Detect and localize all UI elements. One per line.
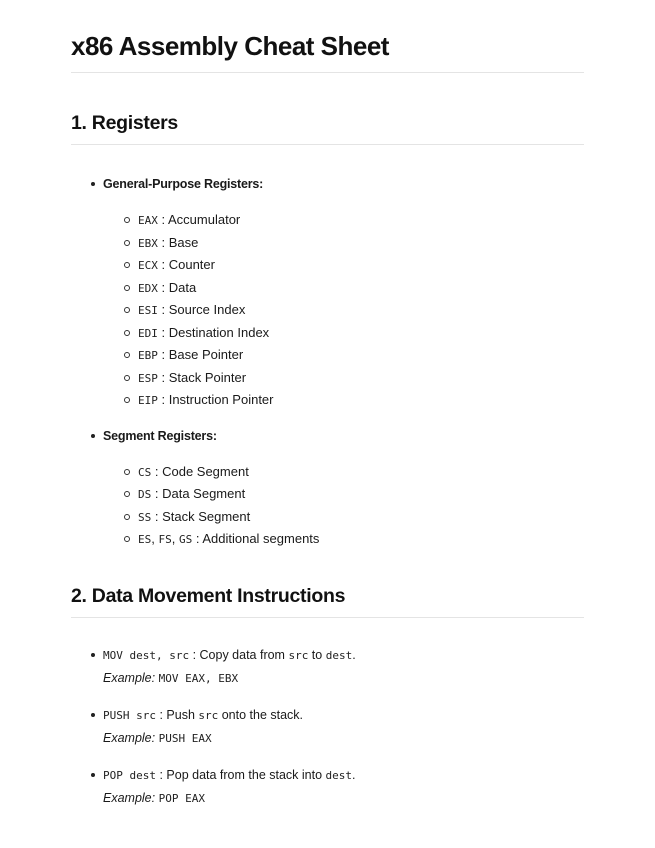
register-description: Data (168, 279, 197, 295)
segment-item: ES, FS, GS : Additional segments (138, 528, 584, 551)
section-heading-registers: 1. Registers (71, 112, 178, 134)
register-description: Counter (168, 257, 215, 272)
section-divider (71, 617, 584, 618)
separator: , (171, 531, 179, 546)
register-code: SS (138, 510, 152, 524)
instruction-description: . (352, 647, 356, 662)
register-code: EAX (138, 214, 158, 227)
register-item: EDI : Destination Index (138, 322, 584, 345)
register-code: ECX (138, 259, 158, 272)
register-description: Source Index (168, 302, 246, 317)
register-description: Accumulator (168, 212, 241, 227)
example-label: Example: (103, 730, 156, 745)
register-code: CS (138, 465, 152, 479)
example-code: PUSH EAX (158, 731, 212, 745)
register-code: ESI (138, 304, 158, 317)
register-code: ESP (138, 371, 158, 385)
register-code: GS (178, 533, 193, 546)
segment-item: CS : Code Segment (138, 461, 584, 484)
instruction-syntax: MOV dest, src (103, 648, 190, 662)
register-code: EDX (138, 281, 158, 295)
instruction-list (71, 646, 584, 808)
example-line (103, 729, 584, 748)
segment-item: DS : Data Segment (138, 483, 584, 506)
segment-label: Segment Registers: (103, 428, 217, 443)
registers-list (71, 175, 584, 551)
instruction-description: Pop data from the stack into (166, 767, 326, 782)
register-description: Code Segment (162, 463, 249, 479)
register-item: EIP : Instruction Pointer (138, 389, 584, 412)
register-code: EDI (138, 326, 158, 340)
register-description: Base Pointer (168, 347, 244, 362)
register-description: Additional segments (202, 531, 320, 546)
register-code: EIP (138, 394, 158, 407)
register-description: Data Segment (162, 486, 246, 501)
operand-code: dest (325, 648, 353, 662)
example-label: Example: (103, 790, 156, 805)
example-label: Example: (103, 670, 156, 685)
operand-code: src (288, 648, 309, 662)
register-item: ECX : Counter (138, 254, 584, 277)
instruction-syntax: PUSH src (103, 708, 156, 722)
register-item: ESP : Stack Pointer (138, 367, 584, 390)
instruction-description: Copy data from (199, 647, 289, 662)
example-code: POP EAX (158, 791, 205, 805)
instruction-line: MOV dest, src : Copy data from src to dest. (103, 647, 356, 662)
register-code: FS (158, 533, 172, 546)
register-item: EBX : Base (138, 232, 584, 255)
instruction-description: onto the stack. (218, 707, 304, 722)
operand-code: dest (325, 768, 353, 782)
register-code: EBP (138, 349, 158, 362)
instruction-line: POP dest : Pop data from the stack into dest. (103, 767, 356, 782)
register-description: Base (168, 234, 199, 250)
example-line (103, 669, 584, 688)
general-purpose-group (103, 175, 584, 412)
operand-code: src (198, 708, 219, 722)
register-item: EAX : Accumulator (138, 209, 584, 232)
general-purpose-label: General-Purpose Registers: (103, 177, 264, 191)
register-code: DS (138, 488, 152, 501)
segment-register-list (103, 461, 584, 551)
register-item: EDX : Data (138, 277, 584, 300)
register-description: Instruction Pointer (168, 392, 274, 407)
instruction-description: to (308, 647, 326, 662)
general-purpose-register-list (103, 209, 584, 412)
instruction-description: Push (166, 707, 199, 722)
register-code: EBX (138, 236, 158, 250)
register-description: Destination Index (168, 324, 270, 340)
instruction-item (103, 706, 584, 748)
page-title: x86 Assembly Cheat Sheet (71, 31, 389, 61)
register-description: Stack Pointer (168, 369, 247, 385)
example-line (103, 789, 584, 808)
instruction-line: PUSH src : Push src onto the stack. (103, 707, 304, 722)
register-description: Stack Segment (162, 508, 251, 524)
register-item: EBP : Base Pointer (138, 344, 584, 367)
title-divider (71, 72, 584, 73)
register-code: ES (138, 533, 152, 546)
section-heading-data-movement: 2. Data Movement Instructions (71, 584, 346, 607)
segment-item: SS : Stack Segment (138, 506, 584, 529)
segment-group (103, 427, 584, 551)
instruction-syntax: POP dest (103, 768, 156, 782)
separator: , (151, 531, 159, 546)
section-divider (71, 144, 584, 145)
example-code: MOV EAX, EBX (158, 671, 239, 685)
instruction-item (103, 646, 584, 688)
instruction-item (103, 766, 584, 808)
register-item: ESI : Source Index (138, 299, 584, 322)
instruction-description: . (352, 767, 356, 782)
